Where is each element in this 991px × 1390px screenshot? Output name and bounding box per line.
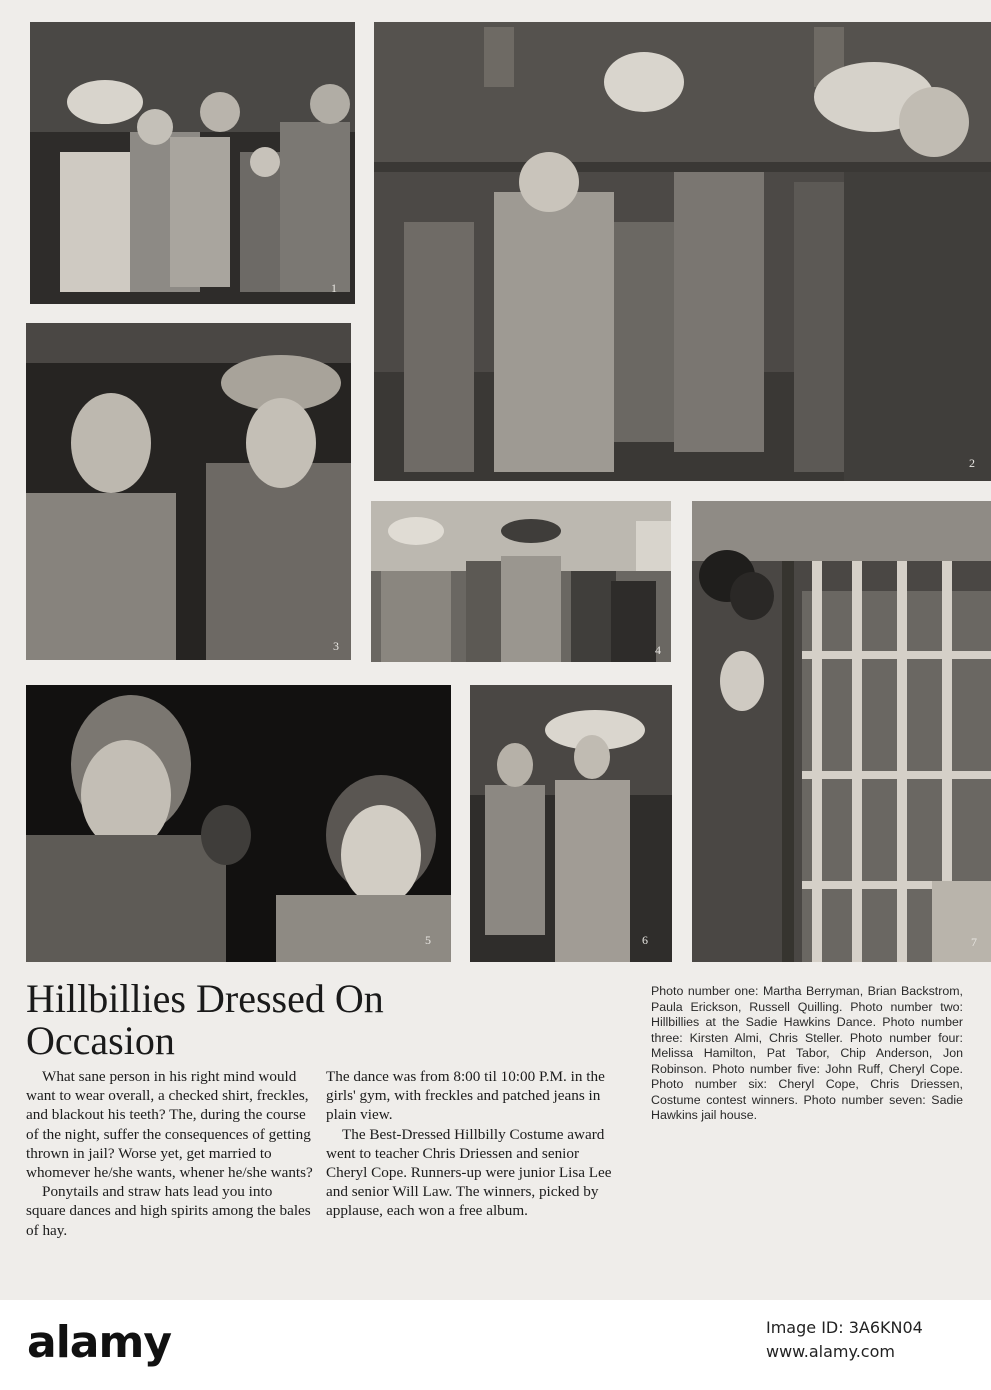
article-column-2 (326, 1067, 616, 1221)
photo-captions: Photo number one: Martha Berryman, Brian Backstrom, Paula Erickson, Russell Quilling. Photo number two: Hillbillies at the Sadie Hawkins Dance. Photo number three: Kirsten Almi, Chris Steller. Photo number four: Melissa Hamilton, Pat Tabor, Chip Anderson, Jon Robinson. Photo number five: John Ruff, Cheryl Cope. Photo number six: Cheryl Cope, Chris Driessen, Costume contest winners. Photo number seven: Sadie Hawkins jail house. (651, 984, 963, 1122)
photo-4-image (371, 501, 671, 662)
paragraph: The Best-Dressed Hillbilly Costume award went to teacher Chris Driessen and senior Cheryl Cope. Runners-up were junior Lisa Lee and senior Will Law. The winners, picked by applause, each won a free album. (326, 1125, 612, 1220)
photo-number: 5 (425, 933, 431, 947)
photo-number: 6 (642, 933, 648, 947)
photo-2 (374, 22, 991, 481)
photo-number: 3 (333, 639, 339, 653)
article-column-1 (26, 1067, 314, 1240)
photo-3-image (26, 323, 351, 660)
photo-1-image (30, 22, 355, 304)
stock-url[interactable]: www.alamy.com (766, 1342, 895, 1361)
photo-number: 7 (971, 935, 977, 949)
photo-number: 4 (655, 643, 661, 657)
photo-1 (30, 22, 355, 304)
photo-4 (371, 501, 671, 662)
paragraph: Ponytails and straw hats lead you into square dances and high spirits among the bales of hay. (26, 1183, 311, 1239)
image-id: Image ID: 3A6KN04 (766, 1318, 923, 1337)
photo-5 (26, 685, 451, 962)
photo-5-image (26, 685, 451, 962)
photo-6-image (470, 685, 672, 962)
photo-7-image (692, 501, 991, 962)
photo-7 (692, 501, 991, 962)
paragraph: The dance was from 8:00 til 10:00 P.M. in the girls' gym, with freckles and patched jeans in plain view. (326, 1068, 605, 1124)
alamy-logo: alamy (27, 1317, 171, 1368)
paragraph: What sane person in his right mind would want to wear overall, a checked shirt, freckles, and blackout his teeth? The, during the course of the night, suffer the consequences of getting thrown in jail? Worse yet, get married to whomever he/she wants, whener he/she wants? (26, 1068, 313, 1182)
photo-3 (26, 323, 351, 660)
photo-2-image (374, 22, 991, 481)
photo-number: 2 (969, 456, 975, 470)
photo-number: 1 (331, 281, 337, 295)
article-headline: Hillbillies Dressed On Occasion (26, 976, 384, 1063)
photo-6 (470, 685, 672, 962)
